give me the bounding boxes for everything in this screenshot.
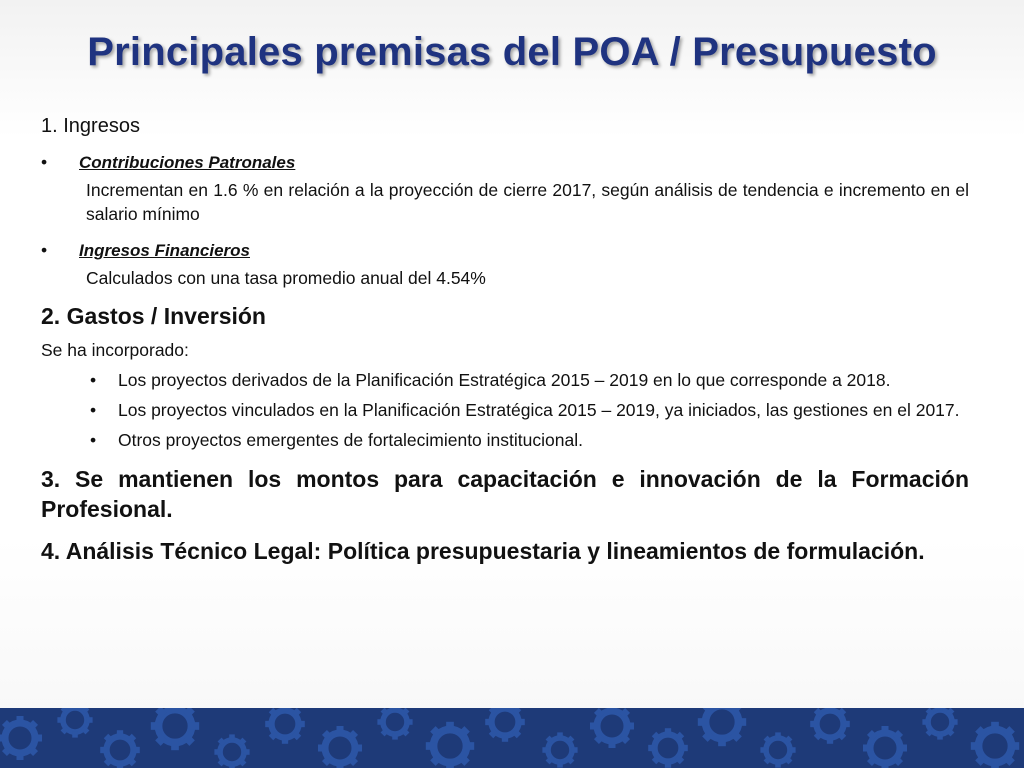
list-item [41, 368, 969, 392]
list-item [41, 150, 969, 175]
description-financieros: Calculados con una tasa promedio anual del 4.54% [86, 268, 486, 288]
subheading-financieros: Ingresos Financieros [79, 241, 250, 260]
gastos-intro: Se ha incorporado: [41, 340, 189, 360]
gastos-list [41, 368, 969, 452]
list-item-text: Los proyectos vinculados en la Planificación Estratégica 2015 – 2019, ya iniciados, las gestiones en el 2017. [118, 400, 960, 420]
bullet-icon: • [90, 400, 97, 420]
slide-title: Principales premisas del POA / Presupuesto [87, 30, 937, 74]
subheading-contribuciones: Contribuciones Patronales [79, 153, 296, 172]
bullet-icon: • [90, 430, 97, 450]
footer-banner [0, 708, 1024, 768]
bullet-icon: • [41, 240, 48, 260]
list-item-text: Los proyectos derivados de la Planificación Estratégica 2015 – 2019 en lo que corresponde a 2018. [118, 370, 891, 390]
section-heading-ingresos: 1. Ingresos [41, 115, 140, 137]
section-analisis: 4. Análisis Técnico Legal: Política presupuestaria y lineamientos de formulación. [41, 538, 925, 564]
list-item [41, 398, 969, 422]
bullet-icon: • [41, 152, 48, 172]
gear-pattern-decoration [0, 708, 1024, 768]
section-heading-gastos: 2. Gastos / Inversión [41, 303, 266, 329]
list-item [41, 238, 969, 263]
section-capacitacion: 3. Se mantienen los montos para capacitación e innovación de la Formación Profesional. [41, 466, 969, 522]
bullet-icon: • [90, 370, 97, 390]
slide-body [41, 114, 969, 566]
description-contribuciones: Incrementan en 1.6 % en relación a la proyección de cierre 2017, según análisis de tendencia e incremento en el salario mínimo [86, 180, 969, 224]
list-item [41, 428, 969, 452]
list-item-text: Otros proyectos emergentes de fortalecimiento institucional. [118, 430, 583, 450]
